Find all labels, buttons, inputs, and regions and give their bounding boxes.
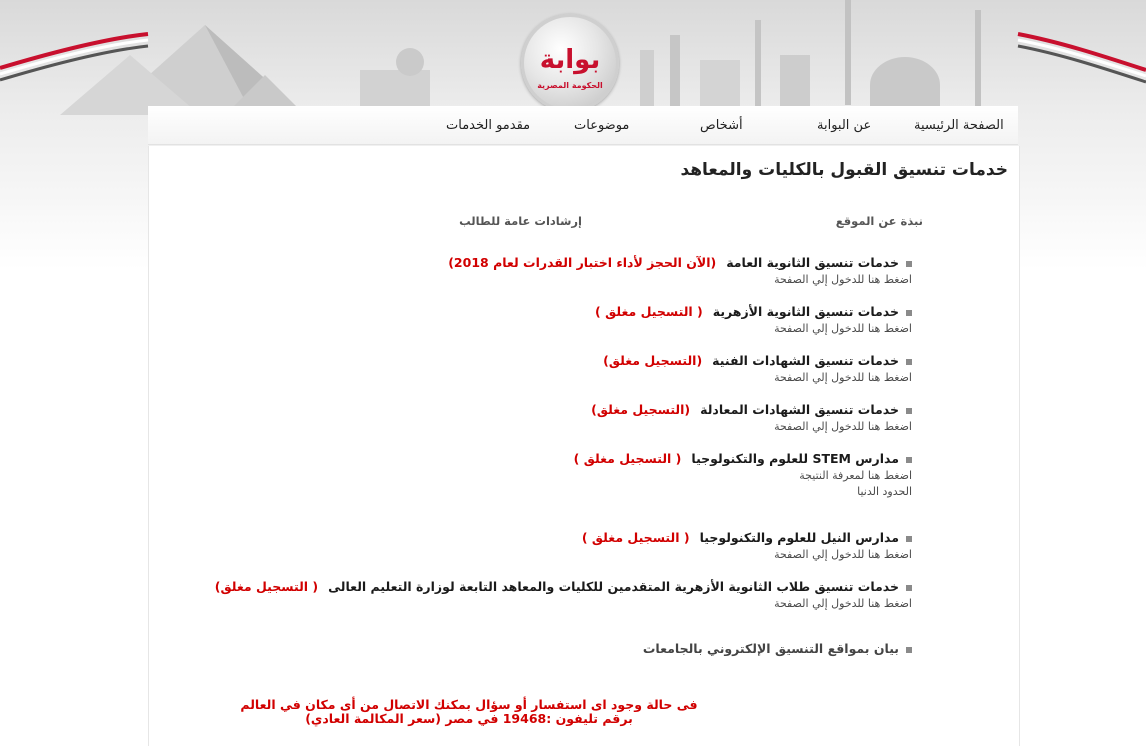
nav-people[interactable]: أشخاص — [700, 118, 743, 133]
service-status: (التسجيل مغلق) — [591, 402, 691, 417]
service-status: ( التسجيل مغلق ) — [573, 451, 682, 466]
service-name[interactable]: خدمات تنسيق الشهادات الفنية — [712, 353, 899, 368]
service-name[interactable]: خدمات تنسيق طلاب الثانوية الأزهرية المتقدمين للكليات والمعاهد التابعة لوزارة التعليم العالى — [328, 579, 899, 594]
bullet-icon — [906, 647, 912, 653]
service-enter-link[interactable]: اضغط هنا للدخول إلي الصفحة — [774, 371, 912, 384]
service-name[interactable]: مدارس النيل للعلوم والتكنولوجيا — [699, 530, 899, 545]
nav-home[interactable]: الصفحة الرئيسية — [914, 118, 1004, 133]
service-status: ( التسجيل مغلق) — [214, 579, 319, 594]
service-item — [262, 303, 912, 337]
service-item — [262, 450, 912, 500]
service-item — [262, 640, 912, 658]
service-item — [262, 529, 912, 563]
bullet-icon — [906, 408, 912, 414]
contact-note-line1: فى حالة وجود اى استفسار أو سؤال بمكنك الاتصال من أى مكان في العالم — [240, 697, 698, 712]
service-name[interactable]: خدمات تنسيق الثانوية الأزهرية — [712, 304, 899, 319]
site-brief-link[interactable]: نبذة عن الموقع — [835, 214, 923, 228]
bullet-icon — [906, 310, 912, 316]
bullet-icon — [906, 536, 912, 542]
service-item — [262, 254, 912, 288]
service-name[interactable]: خدمات تنسيق الشهادات المعادلة — [700, 402, 899, 417]
service-min-scores-link[interactable]: الحدود الدنيا — [857, 485, 912, 498]
bullet-icon — [906, 359, 912, 365]
portal-logo[interactable] — [521, 14, 619, 112]
nav-topics[interactable]: موضوعات — [574, 118, 630, 133]
service-name[interactable]: بيان بمواقع التنسيق الإلكتروني بالجامعات — [642, 641, 899, 656]
bullet-icon — [906, 457, 912, 463]
service-enter-link[interactable]: اضغط هنا للدخول إلي الصفحة — [774, 597, 912, 610]
service-status: ( التسجيل مغلق ) — [581, 530, 690, 545]
nav-about[interactable]: عن البوابة — [817, 118, 872, 133]
service-status: ( التسجيل مغلق ) — [595, 304, 703, 319]
bullet-icon — [906, 261, 912, 267]
service-enter-link[interactable]: اضغط هنا للدخول إلي الصفحة — [774, 420, 912, 433]
contact-note — [149, 698, 789, 726]
service-item — [262, 352, 912, 386]
service-name[interactable]: خدمات تنسيق الثانوية العامة — [726, 255, 899, 270]
service-name[interactable]: مدارس STEM للعلوم والتكنولوجيا — [691, 451, 899, 466]
service-result-link[interactable]: اضغط هنا لمعرفة النتيجة — [799, 469, 912, 482]
service-status: (الآن الحجز لأداء اختبار القدرات لعام 2018) — [448, 255, 717, 270]
service-status: (التسجيل مغلق) — [603, 353, 703, 368]
service-item — [214, 578, 912, 612]
content-panel — [148, 146, 1020, 746]
logo-sub-text: الحكومة المصرية — [537, 81, 603, 90]
service-enter-link[interactable]: اضغط هنا للدخول إلي الصفحة — [774, 548, 912, 561]
main-nav — [148, 106, 1018, 145]
student-guidance-link[interactable]: إرشادات عامة للطالب — [459, 214, 582, 228]
service-enter-link[interactable]: اضغط هنا للدخول إلي الصفحة — [774, 273, 912, 286]
bullet-icon — [906, 585, 912, 591]
contact-note-line2: برقم تليفون :19468 في مصر (سعر المكالمة العادي) — [305, 711, 633, 726]
service-enter-link[interactable]: اضغط هنا للدخول إلي الصفحة — [774, 322, 912, 335]
service-item — [262, 401, 912, 435]
logo-main-text: بوابة — [539, 45, 601, 75]
nav-service-providers[interactable]: مقدمو الخدمات — [446, 118, 531, 133]
page-title: خدمات تنسيق القبول بالكليات والمعاهد — [680, 160, 1008, 180]
